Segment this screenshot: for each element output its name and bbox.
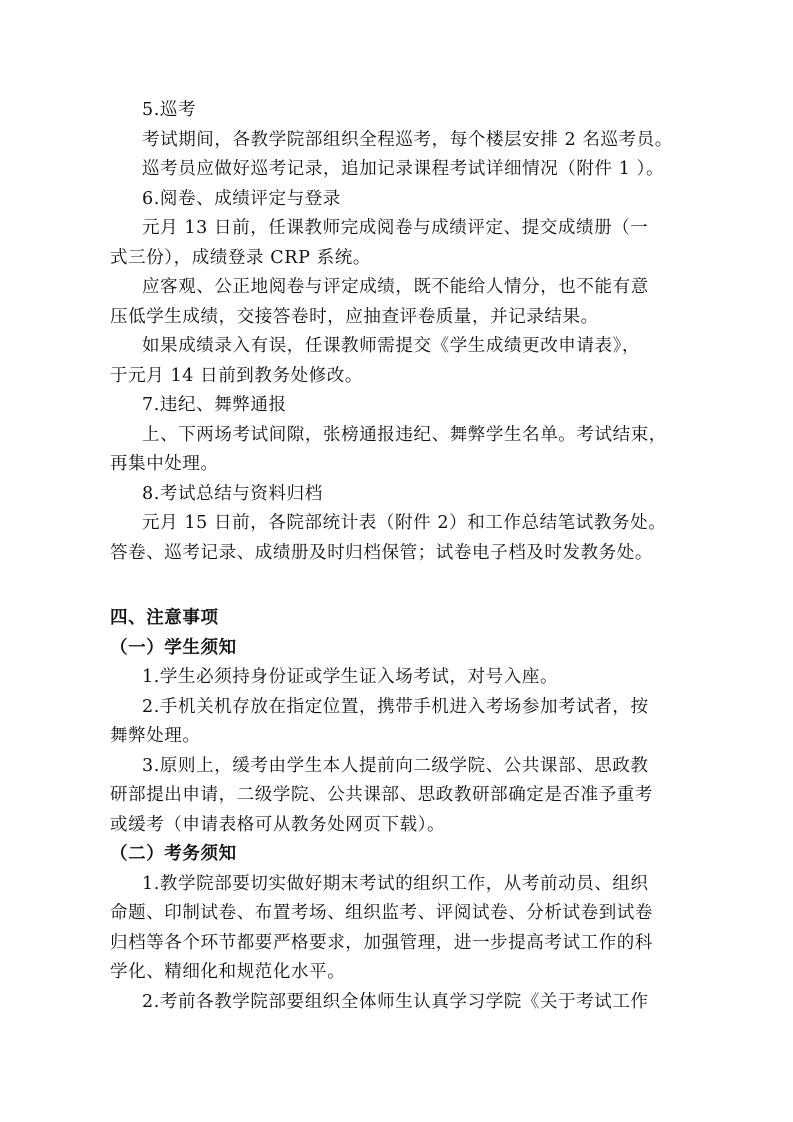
sub1-heading: （一）学生须知 (110, 637, 237, 658)
sub2-item2-line1: 2.考前各教学院部要组织全体师生认真学习学院《关于考试工作 (142, 991, 649, 1012)
sub2-item1-line2: 命题、印制试卷、布置考场、组织监考、评阅试卷、分析试卷到试卷 (110, 903, 653, 923)
sub1-item3-line1: 3.原则上，缓考由学生本人提前向二级学院、公共课部、思政教 (142, 755, 649, 776)
sub2-item1-line1: 1.教学院部要切实做好期末考试的组织工作，从考前动员、组织 (142, 873, 649, 894)
sub2-item1-line4: 学化、精细化和规范化水平。 (110, 962, 346, 982)
item6-p3-line1: 如果成绩录入有误，任课教师需提交《学生成绩更改申请表》， (142, 336, 641, 356)
sub1-item1: 1.学生必须持身份证或学生证入场考试，对号入座。 (142, 667, 559, 687)
sub1-item2-line2: 舞弊处理。 (110, 726, 201, 746)
item6-title: 6.阅卷、成绩评定与登录 (142, 188, 341, 209)
sub1-item3-line3: 或缓考（申请表格可从教务处网页下载）。 (110, 814, 446, 835)
sub1-item3-line2: 研部提出申请，二级学院、公共课部、思政教研部确定是否准予重考 (110, 785, 653, 805)
sub2-item1-line3: 归档等各个环节都要严格要求，加强管理，进一步提高考试工作的科 (110, 932, 653, 953)
item7-line1: 上、下两场考试间隙，张榜通报违纪、舞弊学生名单。考试结束， (142, 424, 667, 445)
item6-p2-line1: 应客观、公正地阅卷与评定成绩，既不能给人情分，也不能有意 (142, 277, 649, 297)
item5-line-2: 巡考员应做好巡考记录，追加记录课程考试详细情况（附件 1 ）。 (142, 159, 665, 179)
document-page (110, 96, 685, 1017)
item8-line2: 答卷、巡考记录、成绩册及时归档保管；试卷电子档及时发教务处。 (110, 542, 653, 563)
item7-title: 7.违纪、舞弊通报 (142, 395, 287, 415)
sub2-heading: （二）考务须知 (110, 844, 237, 864)
item6-p1-line1: 元月 13 日前，任课教师完成阅卷与成绩评定、提交成绩册（一 (142, 218, 649, 238)
item8-line1: 元月 15 日前，各院部统计表（附件 2）和工作总结笔试教务处。 (142, 513, 667, 533)
item5-line-1: 考试期间，各教学院部组织全程巡考，每个楼层安排 2 名巡考员。 (142, 129, 673, 150)
item8-title: 8.考试总结与资料归档 (142, 483, 323, 504)
section4-heading: 四、注意事项 (110, 608, 219, 628)
section-gap (110, 568, 685, 604)
item6-p1-line2: 式三份），成绩登录 CRP 系统。 (110, 247, 371, 268)
item5-title: 5.巡考 (142, 100, 197, 120)
item7-line2: 再集中处理。 (110, 454, 219, 474)
sub1-item2-line1: 2.手机关机存放在指定位置，携带手机进入考场参加考试者，按 (142, 696, 649, 717)
item6-p3-line2: 于元月 14 日前到教务处修改。 (110, 365, 363, 386)
item6-p2-line2: 压低学生成绩，交接答卷时，应抽查评卷质量，并记录结果。 (110, 306, 599, 327)
